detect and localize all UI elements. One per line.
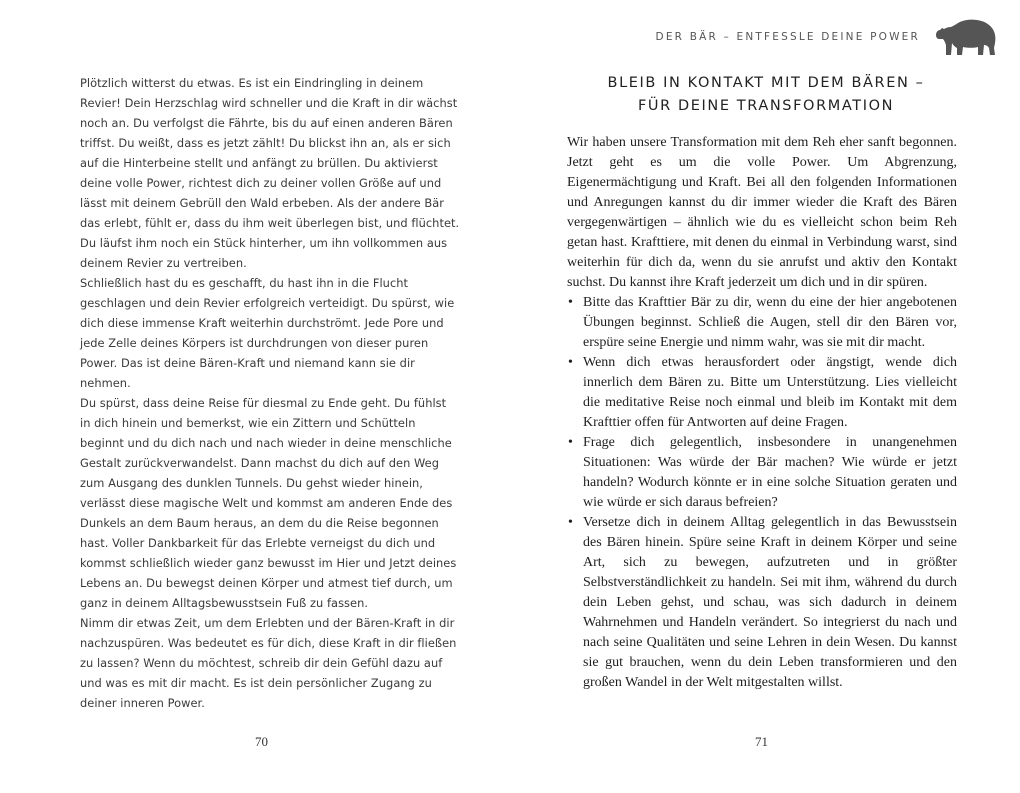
list-item: • Frage dich gelegentlich, insbesondere in unangenehmen Situationen: Was würde der Bär machen? Wie würde er jetzt handeln? Wodurch könnte er in eine solche Situation geraten und wie würde er sich daraus befreien? bbox=[567, 433, 957, 513]
list-item: • Bitte das Krafttier Bär zu dir, wenn du eine der hier angebotenen Übungen beginnst. Schließ die Augen, stell dir den Bären vor, erspüre seine Energie und nimm wahr, was sie mit dir macht. bbox=[567, 293, 957, 353]
page-number-left: 70 bbox=[255, 734, 268, 749]
left-paragraph-1: Plötzlich witterst du etwas. Es ist ein Eindringling in deinem Revier! Dein Herzschlag wird schneller und die Kraft in dir wächst noch an. Du verfolgst die Fährte, bis du auf einen anderen Bären triffst. Du weißt, dass es jetzt zählt! Du blickst ihn an, als er sich auf die Hinterbeine stellt und anfängt zu brüllen. Du aktivierst deine volle Power, richtest dich zu deiner vollen Größe auf und lässt mit deinem Gebrüll den Wald erbeben. Als der andere Bär das erlebt, fühlt er, dass du ihm weit überlegen bist, und flüchtet. Du läufst ihm noch ein Stück hinterher, um ihn vollkommen aus deinem Revier zu vertreiben. bbox=[80, 76, 460, 270]
tips-list bbox=[567, 293, 957, 693]
left-body-text bbox=[80, 73, 460, 713]
right-body-text bbox=[567, 133, 957, 693]
chapter-title bbox=[566, 72, 966, 118]
left-paragraph-2: Schließlich hast du es geschafft, du hast ihn in die Flucht geschlagen und dein Revier erfolgreich verteidigt. Du spürst, wie dich diese immense Kraft weiterhin durchströmt. Jede Pore und jede Zelle deines Körpers ist durchdrungen von dieser puren Power. Das ist deine Bären-Kraft und niemand kann sie dir nehmen. bbox=[80, 276, 455, 390]
page-number-right: 71 bbox=[755, 734, 768, 749]
running-head: DER BÄR – ENTFESSLE DEINE POWER bbox=[655, 31, 920, 43]
chapter-title-line-2: FÜR DEINE TRANSFORMATION bbox=[637, 98, 895, 114]
list-item: • Wenn dich etwas herausfordert oder ängstigt, wende dich innerlich dem Bären zu. Bitte um Unterstützung. Lies vielleicht die meditative Reise noch einmal und bleib im Kontakt mit dem Krafttier offen für Antworten auf deine Fragen. bbox=[567, 353, 957, 433]
list-item: • Versetze dich in deinem Alltag gelegentlich in das Bewusstsein des Bären hinein. Spüre seine Kraft in deinem Körper und seine Art, sich zu bewegen, aufzutreten und in größter Selbstverständlichkeit zu handeln. Sei mit ihm, während du durch dein Leben gehst, und schau, was sich dadurch in deinem Wahrnehmen und Handeln verändert. So integrierst du nach und nach seine Qualitäten und seine Lehren in dein Wesen. Du kannst sie gut brauchen, wenn du dein Leben transformieren und den großen Wandel in der Welt mitgestalten willst. bbox=[567, 513, 957, 693]
intro-paragraph: Wir haben unsere Transformation mit dem Reh eher sanft begonnen. Jetzt geht es um die volle Power. Um Abgrenzung, Eigenermächtigung und Kraft. Bei all den folgenden Informationen und Anregungen kannst du dir immer wieder die Kraft des Bären vergegenwärtigen – ähnlich wie du es vielleicht schon beim Reh getan hast. Krafttiere, mit denen du einmal in Verbindung warst, sind weiterhin für dich da, wenn du sie anrufst und aktiv den Kontakt suchst. Du kannst ihre Kraft jederzeit um dich und in dir spüren. bbox=[567, 135, 957, 290]
left-paragraph-3: Du spürst, dass deine Reise für diesmal zu Ende geht. Du fühlst in dich hinein und bemerkst, wie ein Zittern und Schütteln beginnt und du dich nach und nach wieder in deine menschliche Gestalt zurückverwandelst. Dann machst du dich auf den Weg zum Ausgang des dunklen Tunnels. Du gehst wieder hinein, verlässt diese magische Welt und kommst am anderen Ende des Dunkels an dem Baum heraus, an dem du die Reise begonnen hast. Voller Dankbarkeit für das Erlebte verneigst du dich und kommst schließlich wieder ganz bewusst im Hier und Jetzt deines Lebens an. Du bewegst deinen Körper und atmest tief durch, um ganz in deinem Alltagsbewusstsein Fuß zu fassen. bbox=[80, 396, 457, 610]
chapter-title-line-1: BLEIB IN KONTAKT MIT DEM BÄREN – bbox=[607, 75, 925, 91]
right-page bbox=[510, 0, 1020, 793]
left-paragraph-4: Nimm dir etwas Zeit, um dem Erlebten und der Bären-Kraft in dir nachzuspüren. Was bedeutet es für dich, diese Kraft in dir fließen zu lassen? Wenn du möchtest, schreib dir dein Gefühl dazu auf und was es mit dir macht. Es ist dein persönlicher Zugang zu deiner inneren Power. bbox=[80, 616, 457, 710]
bear-icon bbox=[934, 17, 998, 57]
